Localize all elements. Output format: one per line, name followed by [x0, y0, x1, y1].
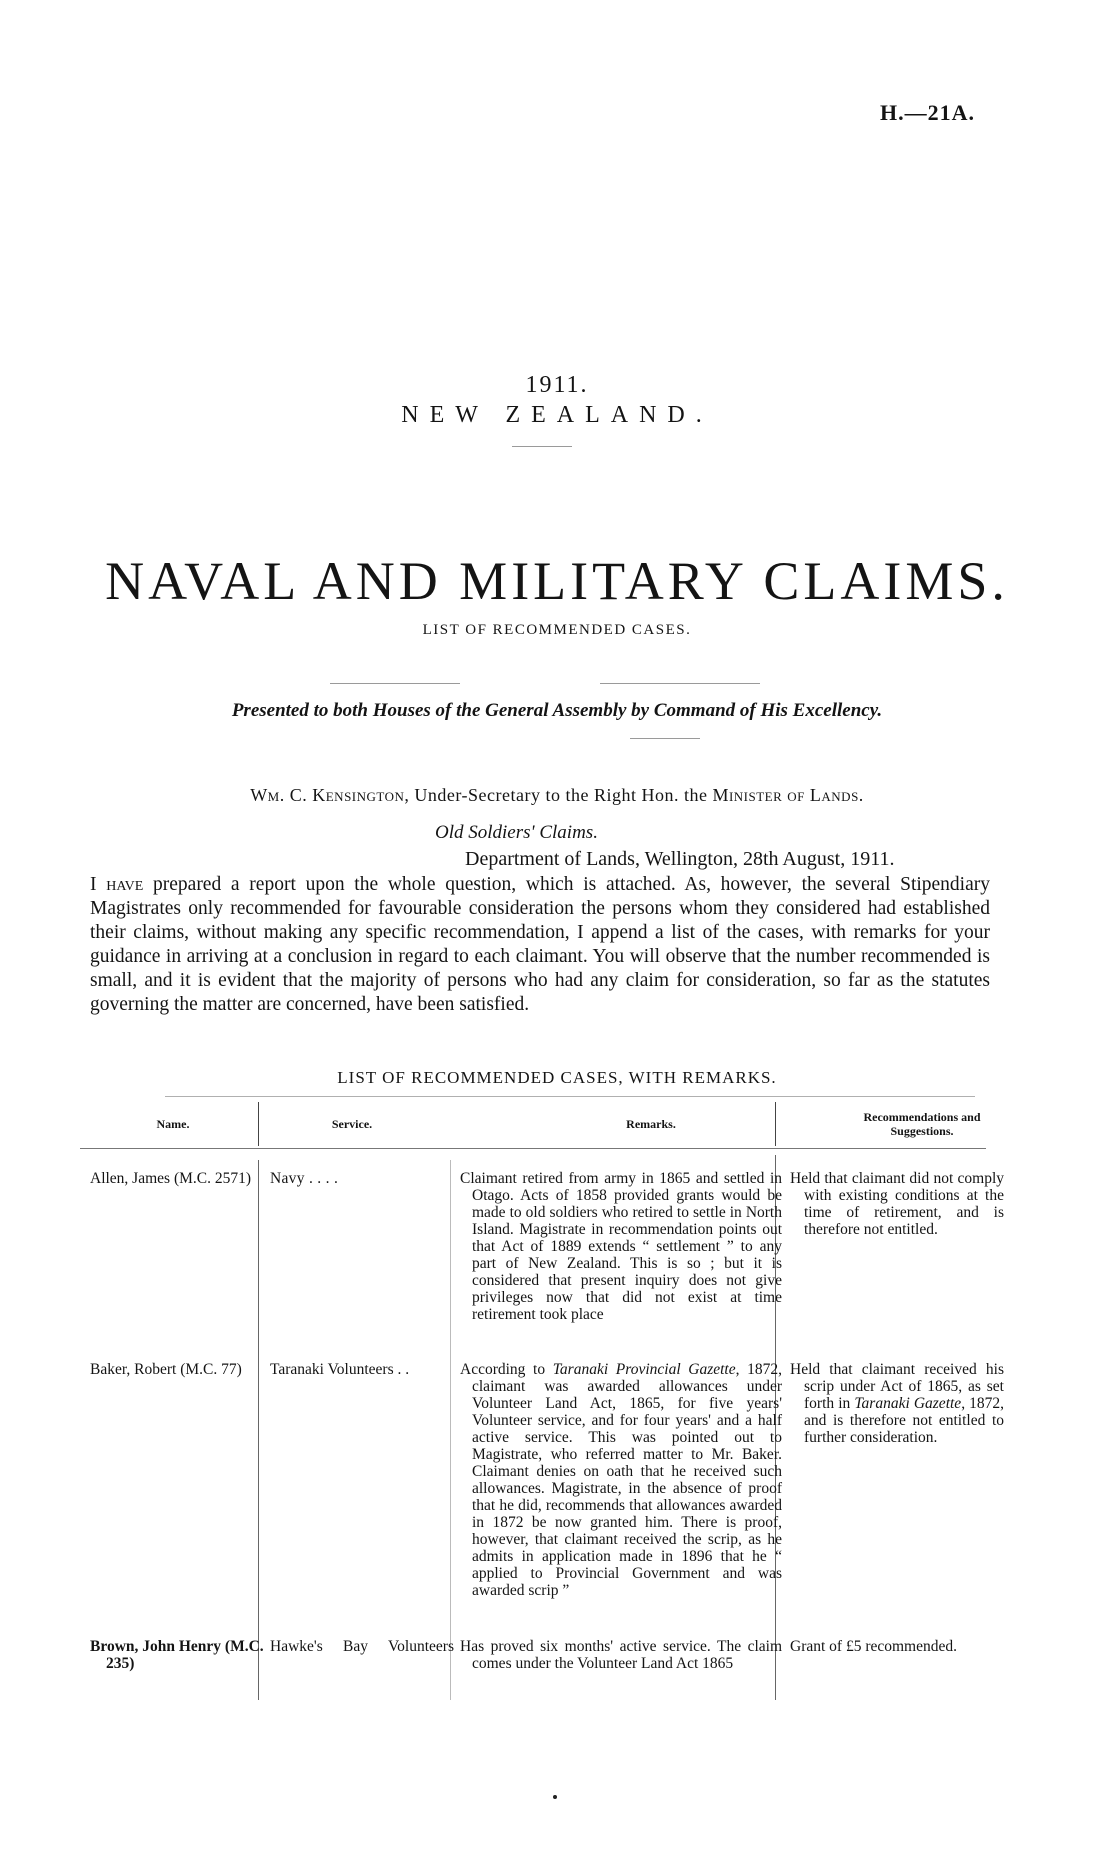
- presentation-line: Presented to both Houses of the General Assembly by Command of His Excellency.: [231, 700, 883, 721]
- letter-opening: I have: [90, 874, 144, 895]
- remarks-gazette: Taranaki Provincial Gazette: [552, 1361, 736, 1378]
- addressee-line: [0, 785, 1114, 806]
- table-row-service: Hawke's Bay Volunteers: [270, 1638, 454, 1655]
- addressee-rest: , Under-Secretary to the Right Hon. the: [404, 785, 713, 805]
- divider: [630, 738, 700, 739]
- column-separator: [775, 1102, 776, 1146]
- divider: [165, 1096, 975, 1097]
- recommendation-gazette: Taranaki Gazette: [854, 1395, 962, 1412]
- table-row-remarks: Claimant retired from army in 1865 and settled in Otago. Acts of 1858 provided grants would be made to old soldiers who retired to settle in North Island. Magistrate in recommendation points out that Act of 1889 extends “ settlement ” to any part of New Zealand. This is so ; but it is considered that present inquiry does not give privileges now that did not exist at time retirement took place: [460, 1170, 782, 1323]
- column-header-name: Name.: [156, 1117, 190, 1131]
- letter-subject: Old Soldiers' Claims.: [435, 822, 598, 843]
- table-row-remarks: [460, 1361, 782, 1599]
- country-heading: NEW ZEALAND.: [401, 402, 713, 428]
- column-header-recommendations: Recommendations and Suggestions.: [863, 1110, 981, 1138]
- addressee-minister: Minister of Lands: [712, 785, 859, 805]
- letter-text: prepared a report upon the whole question, which is attached. As, however, the several Stipendiary Magistrates only recommended for favourable consideration the persons whom they considered had established their claims, without making any specific recommendation, I append a list of the cases, with remarks for your guidance in arriving at a conclusion in regard to each claimant. You will observe that the number recommended is small, and it is evident that the majority of persons who had any claim for consideration, so far as the statutes governing the matter are concerned, have been satisfied.: [90, 874, 991, 1015]
- page-reference: H.—21A.: [880, 100, 975, 125]
- letter-body: [90, 873, 990, 1017]
- column-header-service: Service.: [331, 1117, 373, 1131]
- column-header-remarks: Remarks.: [626, 1117, 676, 1131]
- column-separator: [450, 1160, 451, 1700]
- column-separator: [258, 1160, 259, 1700]
- document-title: NAVAL AND MILITARY CLAIMS.: [105, 551, 1009, 611]
- table-row-name: Allen, James (M.C. 2571): [90, 1170, 252, 1187]
- table-row-recommendation: [790, 1361, 1004, 1446]
- divider: [600, 683, 760, 684]
- table-header-rule: [80, 1148, 986, 1149]
- column-separator: [258, 1102, 259, 1146]
- table-row-recommendation: Held that claimant did not comply with existing conditions at the time of retirement, and is therefore not entitled.: [790, 1170, 1004, 1238]
- remarks-text: , 1872, claimant was awarded allowances under Volunteer Land Act, 1865, for five years' Volunteer service, and for four years' and a half active service. This was pointed out to Magistrate, who referred matter to Mr. Baker. Claimant denies on oath that he received such allowances. Magistrate, in the absence of proof that he did, recommends that allowances awarded in 1872 be now granted him. There is proof, however, that claimant received the scrip, as he admits in application made in 1896 that he “ applied to Provincial Government and was awarded scrip ”: [472, 1361, 782, 1599]
- year: 1911.: [525, 372, 589, 398]
- document-subtitle: LIST OF RECOMMENDED CASES.: [422, 622, 692, 638]
- remarks-text: According to: [460, 1361, 553, 1378]
- table-row-name: Brown, John Henry (M.C. 235): [90, 1638, 264, 1672]
- recommendation-text: Held that claimant received his scrip under Act of 1865, as set forth in: [790, 1361, 1004, 1412]
- table-row-name: Baker, Robert (M.C. 77): [90, 1361, 242, 1378]
- divider: [512, 446, 572, 447]
- recommendation-text: , 1872, and is therefore not entitled to further consideration.: [804, 1395, 1005, 1446]
- letter-dateline: Department of Lands, Wellington, 28th August, 1911.: [465, 848, 895, 870]
- table-row-service: Taranaki Volunteers . .: [270, 1361, 410, 1378]
- table-row-remarks: Has proved six months' active service. The claim comes under the Volunteer Land Act 1865: [460, 1638, 782, 1672]
- table-header: [88, 1100, 986, 1148]
- table-heading: LIST OF RECOMMENDED CASES, WITH REMARKS.: [337, 1068, 777, 1087]
- addressee-from: Wm. C. Kensington: [250, 785, 405, 805]
- print-mark: [553, 1795, 557, 1799]
- table-row-recommendation: Grant of £5 recommended.: [790, 1638, 957, 1655]
- addressee-end: .: [858, 785, 864, 805]
- table-row-service: Navy . . . .: [270, 1170, 339, 1187]
- divider: [330, 683, 460, 684]
